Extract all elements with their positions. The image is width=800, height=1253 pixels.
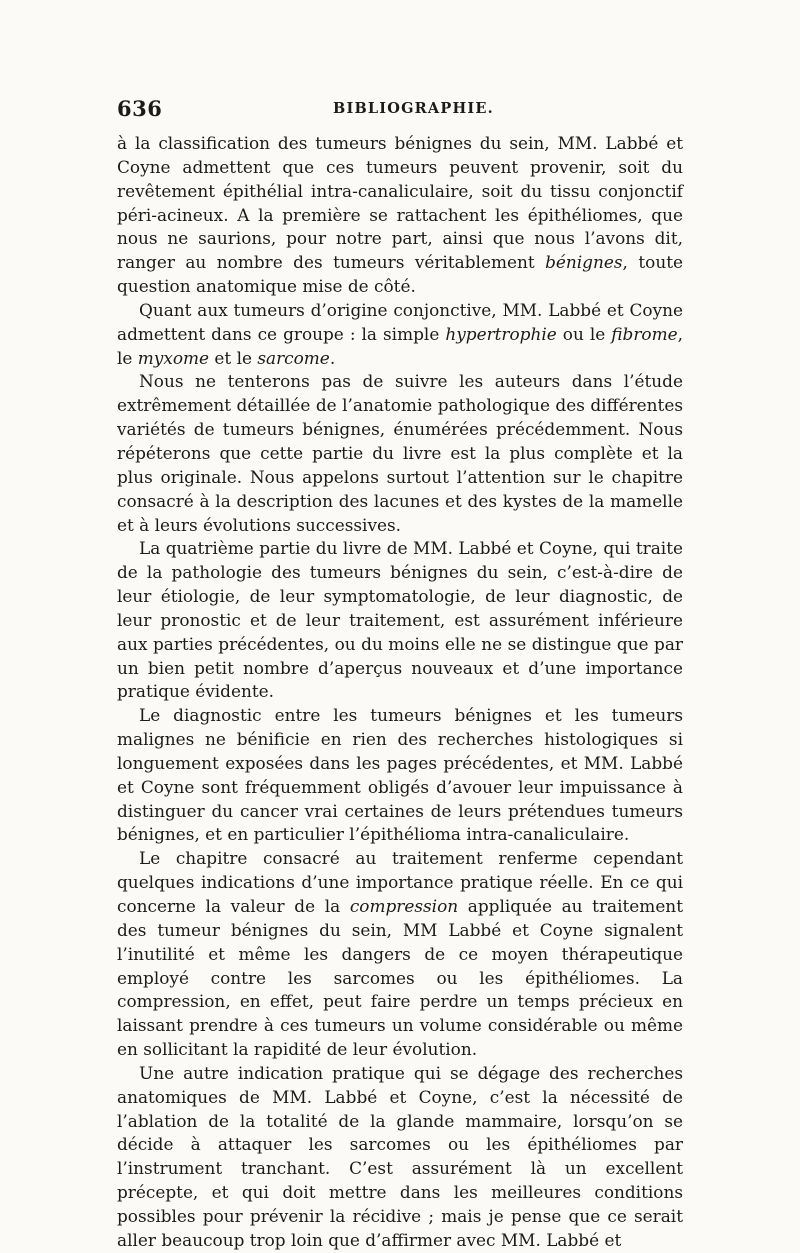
text-run: ou le xyxy=(556,323,612,344)
italic-term: hypertrophie xyxy=(445,323,557,344)
paragraph-p4 xyxy=(117,537,683,704)
italic-term: bénignes xyxy=(545,252,623,273)
paragraph-p7 xyxy=(117,1062,683,1253)
page-number: 636 xyxy=(117,96,163,121)
text-run: Quant aux tumeurs d’origine conjonctive, MM. Labbé et Coyne admettent dans ce groupe : la simple xyxy=(117,299,683,344)
page-header xyxy=(117,96,683,130)
text-run: , toute question anatomique mise de côté. xyxy=(117,252,683,297)
paragraph-p3 xyxy=(117,370,683,537)
paragraph-p5 xyxy=(117,704,683,847)
text-run: Nous ne tenterons pas de suivre les auteurs dans l’étude extrêmement détaillée de l’anatomie pathologique des différentes variétés de tumeurs bénignes, énumérées précédemment. Nous répéterons que cette partie du livre est la plus complète et la plus originale. Nous appelons surtout l’attention sur le chapitre consacré à la description des lacunes et des kystes de la mamelle et à leurs évolutions successives. xyxy=(117,371,683,535)
italic-term: myxome xyxy=(137,347,210,368)
text-run: Le chapitre consacré au traitement renferme cependant quelques indications d’une importance pratique réelle. En ce qui concerne la valeur de la xyxy=(117,848,683,916)
text-run: Une autre indication pratique qui se dégage des recherches anatomiques de MM. Labbé et Coyne, c’est la nécessité de l’ablation de la totalité de la glande mammaire, lorsqu’on se décide à attaquer les sarcomes ou les épithéliomes par l’instrument tranchant. C’est assurément là un excellent précepte, et qui doit mettre dans les meilleures conditions possibles pour prévenir la récidive ; mais je pense que ce serait aller beaucoup trop loin que d’affirmer avec MM. Labbé et xyxy=(117,1062,683,1250)
text-run: et le xyxy=(209,347,258,368)
paragraph-p1 xyxy=(117,132,683,299)
running-head: BIBLIOGRAPHIE. xyxy=(333,100,494,117)
text-run: . xyxy=(329,347,336,368)
italic-term: compression xyxy=(349,896,459,916)
italic-term: sarcome xyxy=(257,347,330,368)
text-run: La quatrième partie du livre de MM. Labbé et Coyne, qui traite de la pathologie des tumeurs bénignes du sein, c’est-à-dire de leur étiologie, de leur symptomatologie, de leur diagnostic, de leur pronostic et de leur traitement, est assurément inférieure aux parties précédentes, ou du moins elle ne se distingue que par un bien petit nombre d’aperçus nouveaux et d’une importance pratique évidente. xyxy=(117,538,683,702)
italic-term: fibrome xyxy=(611,323,678,344)
text-run: appliquée au traitement des tumeur bénignes du sein, MM Labbé et Coyne signalent l’inutilité et même les dangers de ce moyen thérapeutique employé contre les sarcomes ou les épithéliomes. La compression, en effet, peut faire perdre un temps précieux en laissant prendre à ces tumeurs un volume considérable ou même en sollicitant la rapidité de leur évolution. xyxy=(117,896,683,1060)
paragraph-p6 xyxy=(117,847,683,1062)
paragraph-p2 xyxy=(117,299,683,371)
text-run: à la classification des tumeurs bénignes du sein, MM. Labbé et Coyne admettent que ces tumeurs peuvent provenir, soit du revêtement épithélial intra-canaliculaire, soit du tissu conjonctif péri-acineux. A la première se rattachent les épithéliomes, que nous ne saurions, pour notre part, ainsi que nous l’avons dit, ranger au nombre des tumeurs véritablement xyxy=(117,133,683,273)
book-page xyxy=(117,96,683,1253)
text-run: Le diagnostic entre les tumeurs bénignes et les tumeurs malignes ne bénificie en rien des recherches histologiques si longuement exposées dans les pages précédentes, et MM. Labbé et Coyne sont fréquemment obligés d’avouer leur impuissance à distinguer du cancer vrai certaines de leurs prétendues tumeurs bénignes, et en particulier l’épithélioma intra-canaliculaire. xyxy=(117,705,683,845)
text-run: , le xyxy=(117,323,683,368)
body-text xyxy=(117,132,683,1253)
